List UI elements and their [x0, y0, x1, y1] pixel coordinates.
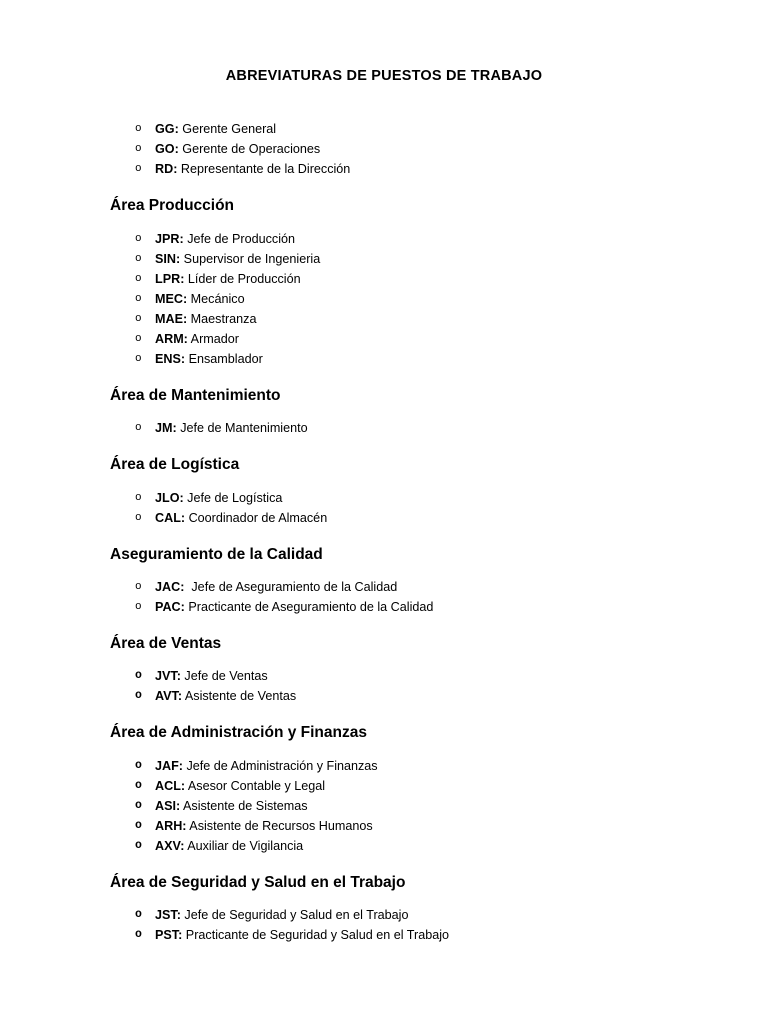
list-item: [110, 816, 708, 836]
abbreviation-code: PST:: [155, 928, 183, 943]
abbreviation-code: LPR:: [155, 271, 185, 286]
abbreviation-description: Maestranza: [187, 311, 257, 326]
list-item: [110, 329, 708, 349]
list-item: [110, 836, 708, 856]
bullet-circle-icon: o: [135, 758, 142, 772]
abbreviation-description: Asesor Contable y Legal: [185, 778, 326, 793]
abbreviation-code: ASI:: [155, 798, 181, 813]
list-item: [110, 418, 708, 438]
abbreviation-description: Ensamblador: [185, 351, 263, 366]
bullet-circle-icon: o: [135, 312, 142, 325]
section-bullet-list: [110, 418, 708, 438]
abbreviation-code: ARH:: [155, 818, 187, 833]
section-bullet-list: [110, 905, 708, 945]
section-heading: Área de Seguridad y Salud en el Trabajo: [110, 873, 406, 891]
list-item: [110, 756, 708, 776]
bullet-circle-icon: o: [135, 422, 142, 435]
bullet-circle-icon: o: [135, 491, 142, 504]
bullet-circle-icon: o: [135, 600, 142, 613]
abbreviation-code: JST:: [155, 908, 181, 923]
bullet-circle-icon: o: [135, 143, 142, 156]
abbreviation-description: Supervisor de Ingenieria: [180, 251, 321, 266]
abbreviation-code: ENS:: [155, 351, 186, 366]
list-item: [110, 289, 708, 309]
abbreviation-description: Auxiliar de Vigilancia: [184, 838, 304, 853]
abbreviation-code: AVT:: [155, 689, 183, 704]
section-heading: Área de Logística: [110, 456, 240, 474]
abbreviation-code: MEC:: [155, 291, 188, 306]
abbreviation-description: Representante de la Dirección: [177, 162, 351, 177]
list-item: [110, 508, 708, 528]
abbreviation-code: SIN:: [155, 251, 181, 266]
bullet-circle-icon: o: [135, 511, 142, 524]
abbreviation-description: Jefe de Producción: [183, 231, 296, 246]
bullet-circle-icon: o: [135, 580, 142, 593]
abbreviation-description: Asistente de Ventas: [182, 689, 297, 704]
sections-container: [110, 196, 708, 945]
list-item: [110, 796, 708, 816]
bullet-circle-icon: o: [135, 818, 142, 832]
section-bullet-list: [110, 577, 708, 617]
abbreviation-description: Coordinador de Almacén: [185, 510, 328, 525]
list-item: [110, 666, 708, 686]
list-item: [110, 925, 708, 945]
abbreviation-description: Líder de Producción: [184, 271, 301, 286]
abbreviation-description: Jefe de Logística: [183, 490, 283, 505]
bullet-circle-icon: o: [135, 272, 142, 285]
abbreviation-code: JAC:: [155, 579, 185, 594]
list-item: [110, 249, 708, 269]
abbreviation-code: ACL:: [155, 778, 186, 793]
abbreviation-description: Jefe de Mantenimiento: [176, 421, 308, 436]
abbreviation-code: GO:: [155, 142, 179, 157]
list-item: [110, 309, 708, 329]
section-heading: Área de Ventas: [110, 634, 222, 652]
bullet-circle-icon: o: [135, 332, 142, 345]
abbreviation-code: JVT:: [155, 669, 181, 684]
abbreviation-description: Jefe de Ventas: [180, 669, 268, 684]
section-bullet-list: [110, 488, 708, 528]
list-item: [110, 159, 708, 179]
bullet-circle-icon: o: [135, 292, 142, 305]
abbreviation-description: Gerente General: [178, 122, 277, 137]
list-item: [110, 597, 708, 617]
intro-bullet-list: [110, 119, 708, 179]
section-bullet-list: [110, 756, 708, 856]
list-item: [110, 776, 708, 796]
list-item: [110, 577, 708, 597]
abbreviation-description: Armador: [187, 331, 239, 346]
bullet-circle-icon: o: [135, 352, 142, 365]
list-item: [110, 139, 708, 159]
abbreviation-description: Asistente de Sistemas: [180, 798, 308, 813]
section-heading: Área de Administración y Finanzas: [110, 724, 367, 742]
abbreviation-description: Practicante de Aseguramiento de la Calidad: [184, 599, 434, 614]
bullet-circle-icon: o: [135, 669, 142, 683]
list-item: [110, 905, 708, 925]
bullet-circle-icon: o: [135, 252, 142, 265]
section-bullet-list: [110, 229, 708, 369]
bullet-circle-icon: o: [135, 778, 142, 792]
abbreviation-code: CAL:: [155, 510, 186, 525]
abbreviation-description: Gerente de Operaciones: [178, 142, 321, 157]
section-bullet-list: [110, 666, 708, 706]
abbreviation-code: RD:: [155, 162, 178, 177]
bullet-circle-icon: o: [135, 908, 142, 922]
abbreviation-code: GG:: [155, 122, 179, 137]
bullet-circle-icon: o: [135, 798, 142, 812]
abbreviation-code: JAF:: [155, 758, 183, 773]
list-item: [110, 686, 708, 706]
section-heading: Área de Mantenimiento: [110, 386, 281, 404]
document-body: [0, 85, 768, 945]
abbreviation-code: JLO:: [155, 490, 184, 505]
abbreviation-description: Practicante de Seguridad y Salud en el Trabajo: [182, 928, 450, 943]
abbreviation-code: AXV:: [155, 838, 185, 853]
bullet-circle-icon: o: [135, 689, 142, 703]
abbreviation-description: Asistente de Recursos Humanos: [186, 818, 373, 833]
list-item: [110, 488, 708, 508]
bullet-circle-icon: o: [135, 928, 142, 942]
bullet-circle-icon: o: [135, 838, 142, 852]
abbreviation-code: JPR:: [155, 231, 184, 246]
page-title: ABREVIATURAS DE PUESTOS DE TRABAJO: [225, 68, 543, 84]
abbreviation-description: Jefe de Aseguramiento de la Calidad: [184, 579, 398, 594]
abbreviation-code: PAC:: [155, 599, 185, 614]
bullet-circle-icon: o: [135, 232, 142, 245]
bullet-circle-icon: o: [135, 163, 142, 176]
abbreviation-description: Mecánico: [187, 291, 245, 306]
abbreviation-code: JM:: [155, 421, 177, 436]
bullet-circle-icon: o: [135, 123, 142, 136]
list-item: [110, 119, 708, 139]
list-item: [110, 349, 708, 369]
abbreviation-code: MAE:: [155, 311, 188, 326]
section-heading: Aseguramiento de la Calidad: [110, 545, 323, 563]
list-item: [110, 269, 708, 289]
section-heading: Área Producción: [110, 197, 235, 215]
abbreviation-description: Jefe de Administración y Finanzas: [183, 758, 378, 773]
list-item: [110, 229, 708, 249]
abbreviation-description: Jefe de Seguridad y Salud en el Trabajo: [180, 908, 409, 923]
abbreviation-code: ARM:: [155, 331, 188, 346]
